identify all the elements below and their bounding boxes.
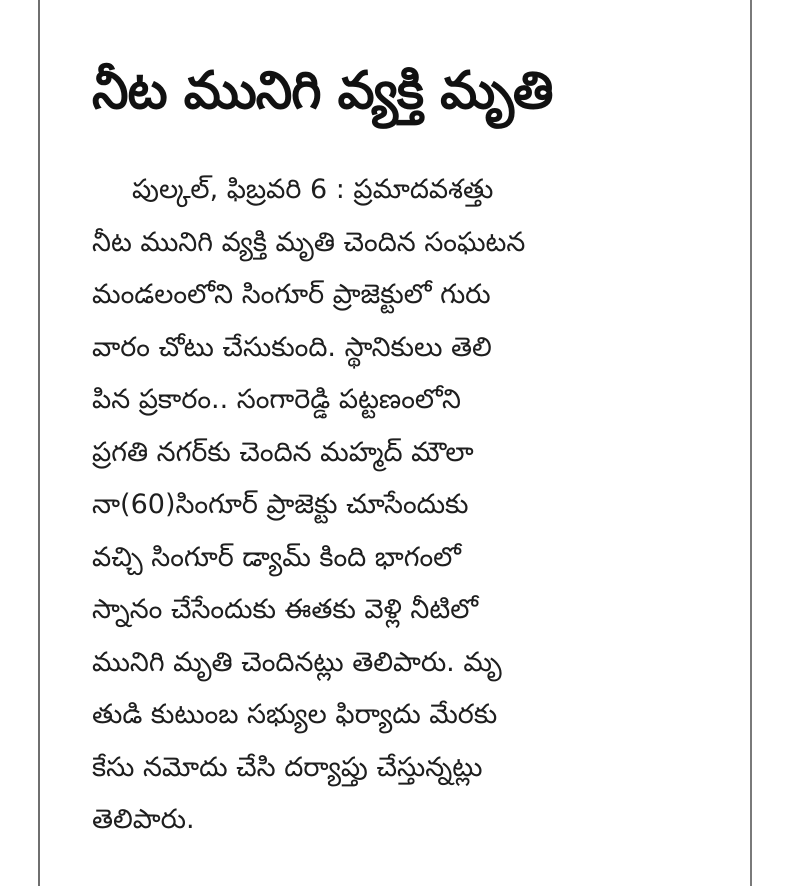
article-body [92, 164, 672, 847]
article-line: పుల్కల్, ఫిబ్రవరి 6 : ప్రమాదవశత్తు [132, 174, 494, 205]
article-line: మునిగి మృతి చెందినట్లు తెలిపారు. మృ [92, 646, 502, 678]
article-line: నీట మునిగి వ్యక్తి మృతి చెందిన సంఘటన [92, 226, 526, 258]
article-line: తుడి కుటుంబ సభ్యుల ఫిర్యాదు మేరకు [92, 699, 498, 730]
article-line: మండలంలోని సింగూర్ ప్రాజెక్టులో గురు [92, 279, 491, 310]
article-line: ప్రగతి నగర్‌కు చెందిన మహ్మద్ మౌలా [92, 436, 474, 468]
article-line: తెలిపారు. [92, 804, 195, 835]
article-line: కేసు నమోదు చేసి దర్యాప్తు చేస్తున్నట్లు [92, 751, 483, 783]
article-headline: నీట మునిగి వ్యక్తి మృతి [92, 61, 553, 121]
article-line: వారం చోటు చేసుకుంది. స్థానికులు తెలి [92, 331, 492, 363]
article-line: నా(60)సింగూర్ ప్రాజెక్టు చూసేందుకు [92, 489, 469, 520]
article-line: పిన ప్రకారం.. సంగారెడ్డి పట్టణంలోని [92, 384, 461, 415]
cropped-previous-line [95, 0, 695, 8]
article-line: స్నానం చేసేందుకు ఈతకు వెళ్లి నీటిలో [92, 594, 478, 625]
column-rule-left [38, 0, 40, 886]
column-rule-right [750, 0, 752, 886]
article-line: వచ్చి సింగూర్ డ్యామ్ కింది భాగంలో [92, 541, 461, 573]
